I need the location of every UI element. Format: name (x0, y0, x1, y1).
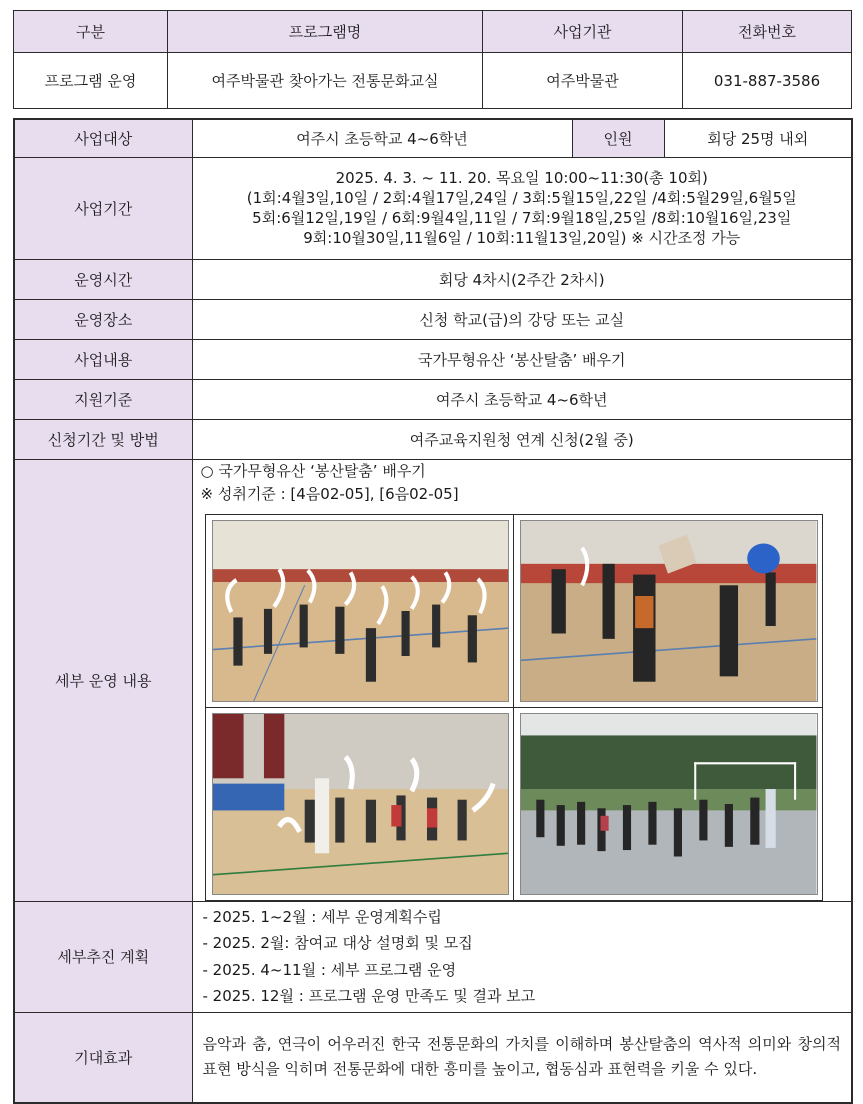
effect-text: 음악과 춤, 연극이 어우러진 한국 전통문화의 가치를 이해하며 봉산탈춤의 역사적 의미와 창의적 표현 방식을 익히며 전통문화에 대한 흥미를 높이고, 협동심과 표현력을 키울 수 있다. (192, 1012, 852, 1103)
plan-line: - 2025. 4~11월 : 세부 프로그램 운영 (202, 960, 457, 979)
period-line: (1회:4월3일,10일 / 2회:4월17일,24일 / 3회:5월15일,22일 /4회:5월29일,6월5일 (246, 189, 797, 207)
ops-content (192, 459, 852, 901)
photo-cell (205, 707, 514, 900)
period-label: 사업기간 (14, 157, 192, 259)
period-line: 5회:6월12일,19일 / 6회:9월4일,11일 / 7회:9월18일,25일 /8회:10월16일,23일 (252, 209, 792, 227)
place-row (14, 299, 852, 339)
photo-grid (205, 514, 823, 901)
apply-value: 여주교육지원청 연계 신청(2월 중) (192, 419, 852, 459)
header-category: 구분 (14, 11, 168, 53)
support-label: 지원기준 (14, 379, 192, 419)
target-row (14, 119, 852, 157)
header-organization: 사업기관 (483, 11, 683, 53)
period-line: 9회:10월30일,11월6일 / 10회:11월13일,20일) ※ 시간조정 가능 (303, 229, 741, 247)
photo-gym-group-dance (212, 520, 510, 702)
photo-cell (514, 514, 823, 707)
place-label: 운영장소 (14, 299, 192, 339)
support-row (14, 379, 852, 419)
header-program-name: 프로그램명 (168, 11, 483, 53)
count-value: 회당 25명 내외 (664, 119, 852, 157)
effect-label: 기대효과 (14, 1012, 192, 1103)
plan-label: 세부추진 계획 (14, 901, 192, 1012)
program-name-value: 여주박물관 찾아가는 전통문화교실 (168, 53, 483, 109)
ops-row (14, 459, 852, 901)
photo-cell (205, 514, 514, 707)
apply-row (14, 419, 852, 459)
content-label: 사업내용 (14, 339, 192, 379)
plan-line: - 2025. 2월: 참여교 대상 설명회 및 모집 (202, 934, 473, 952)
plan-line: - 2025. 12월 : 프로그램 운영 만족도 및 결과 보고 (202, 987, 536, 1005)
period-line: 2025. 4. 3. ~ 11. 20. 목요일 10:00~11:30(총 10회) (335, 169, 708, 187)
photo-indoor-ribbon-dance (212, 713, 510, 895)
target-value: 여주시 초등학교 4~6학년 (192, 119, 572, 157)
ops-label: 세부 운영 내용 (14, 459, 192, 901)
time-label: 운영시간 (14, 259, 192, 299)
content-row (14, 339, 852, 379)
photo-outdoor-field-dance (520, 713, 818, 895)
phone-value: 031-887-3586 (683, 53, 852, 109)
photo-instructor-demonstration (520, 520, 818, 702)
time-row (14, 259, 852, 299)
effect-row (14, 1012, 852, 1103)
header-phone: 전화번호 (683, 11, 852, 53)
plan-content (192, 901, 852, 1012)
period-row (14, 157, 852, 259)
content-value: 국가무형유산 ‘봉산탈춤’ 배우기 (192, 339, 852, 379)
support-value: 여주시 초등학교 4~6학년 (192, 379, 852, 419)
organization-value: 여주박물관 (483, 53, 683, 109)
place-value: 신청 학교(급)의 강당 또는 교실 (192, 299, 852, 339)
plan-line: - 2025. 1~2월 : 세부 운영계획수립 (202, 907, 442, 926)
target-label: 사업대상 (14, 119, 192, 157)
plan-row (14, 901, 852, 1012)
count-label: 인원 (572, 119, 664, 157)
program-summary-table (13, 10, 852, 109)
summary-header-row (14, 11, 852, 53)
period-value (192, 157, 852, 259)
apply-label: 신청기간 및 방법 (14, 419, 192, 459)
photo-cell (514, 707, 823, 900)
ops-line-2: ※ 성취기준 : [4음02-05], [6음02-05] (200, 484, 459, 503)
category-value: 프로그램 운영 (14, 53, 168, 109)
program-detail-table (13, 118, 853, 1104)
summary-value-row (14, 53, 852, 109)
time-value: 회당 4차시(2주간 2차시) (192, 259, 852, 299)
ops-line-1: ○ 국가무형유산 ‘봉산탈춤’ 배우기 (200, 461, 426, 480)
